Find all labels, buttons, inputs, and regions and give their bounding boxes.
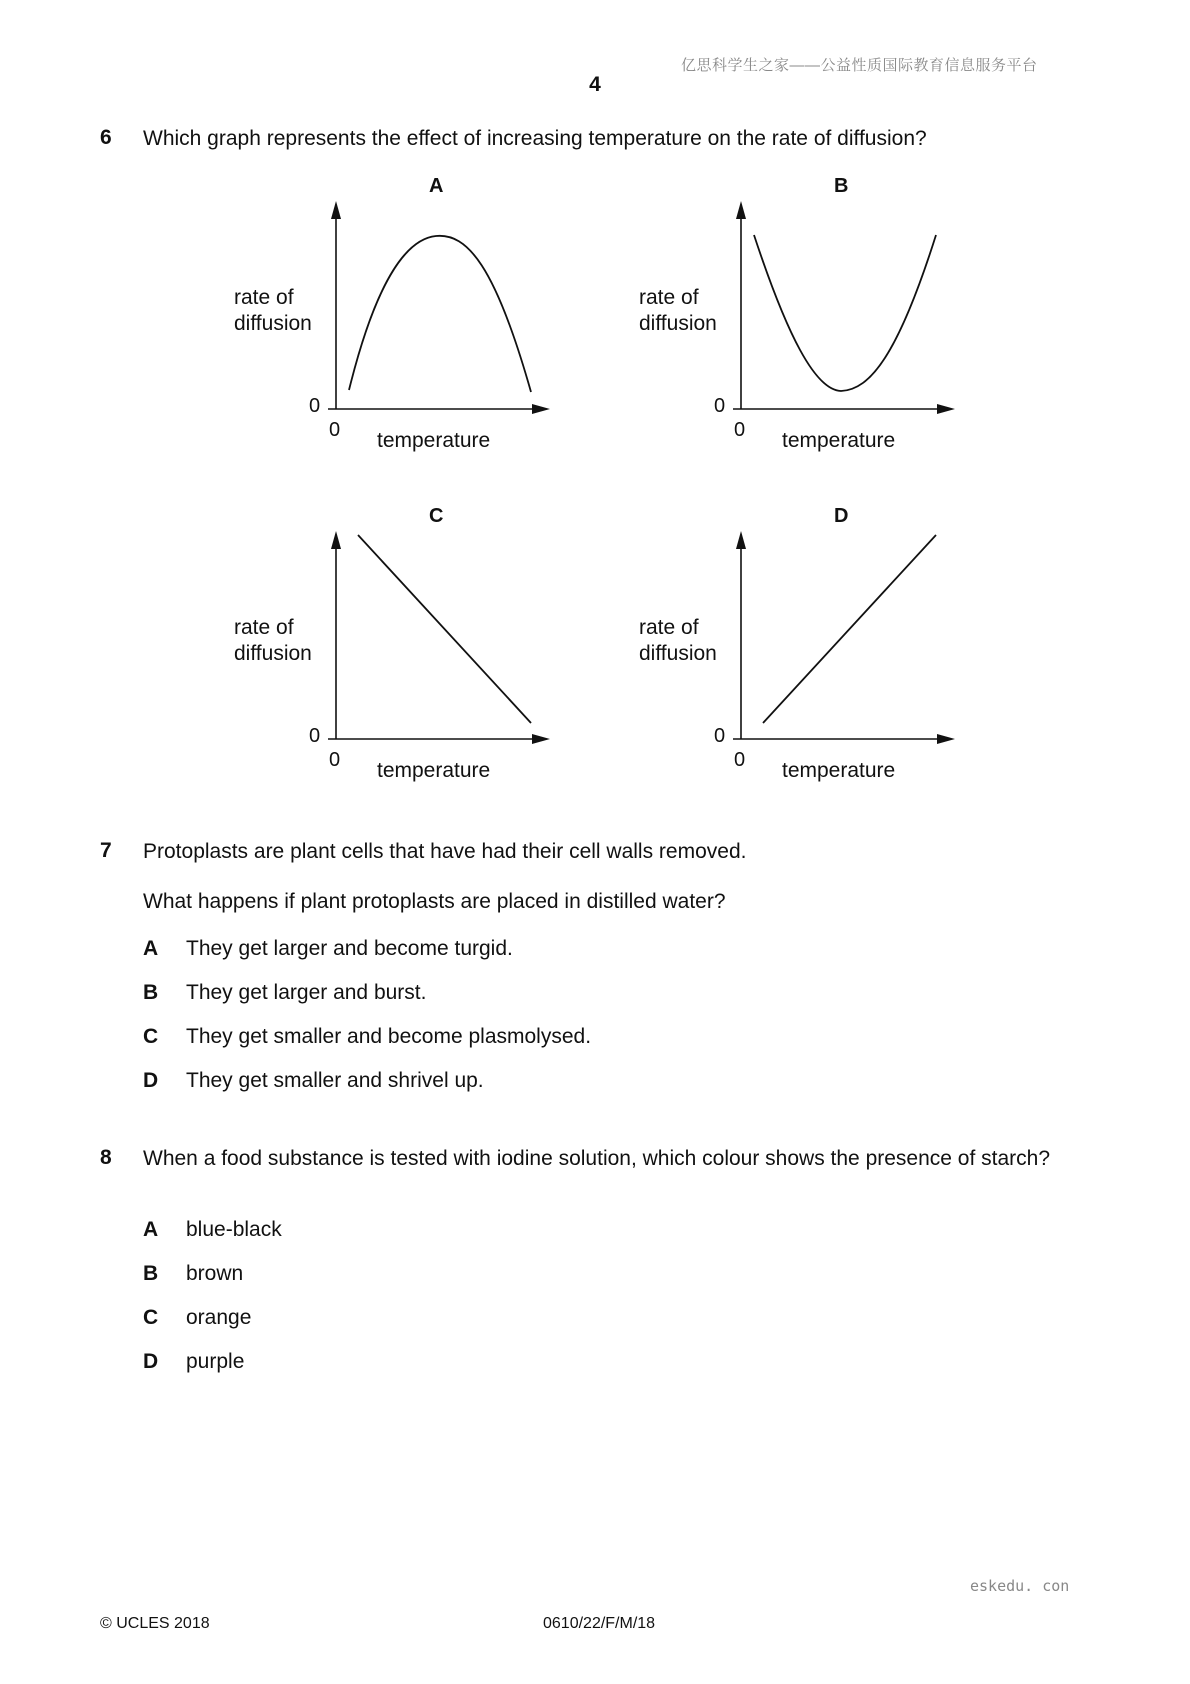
question-7-text: Protoplasts are plant cells that have had their cell walls removed. xyxy=(143,840,747,863)
graph-plot xyxy=(635,175,1055,475)
q7-option-a-letter: A xyxy=(143,937,159,960)
y-zero-label: 0 xyxy=(309,395,321,417)
curve xyxy=(763,535,936,723)
q7-option-c-letter: C xyxy=(143,1025,159,1048)
q8-option-d-text: purple xyxy=(186,1350,245,1373)
q8-option-a-letter: A xyxy=(143,1218,159,1241)
question-7-number: 7 xyxy=(100,839,112,862)
graph-b xyxy=(635,175,1055,475)
x-axis-label: temperature xyxy=(377,429,491,452)
curve xyxy=(754,235,936,391)
graph-letter: D xyxy=(834,505,849,527)
x-axis-arrow xyxy=(937,734,955,744)
question-8-text: When a food substance is tested with iodine solution, which colour shows the presence of starch? xyxy=(143,1147,1051,1170)
q8-option-b-letter: B xyxy=(143,1262,159,1285)
page-number: 4 xyxy=(589,73,601,96)
q7-option-a-text: They get larger and become turgid. xyxy=(186,937,513,960)
y-axis-label: rate of diffusion xyxy=(234,616,312,665)
header-watermark: 亿思科学生之家——公益性质国际教育信息服务平台 xyxy=(681,57,1038,74)
graph-plot xyxy=(230,505,650,805)
footer-watermark: eskedu. con xyxy=(970,1577,1070,1595)
curve xyxy=(349,236,531,392)
y-zero-label: 0 xyxy=(714,725,726,747)
x-axis-arrow xyxy=(937,404,955,414)
graph-letter: C xyxy=(429,505,444,527)
curve xyxy=(358,535,531,723)
graph-letter: A xyxy=(429,175,444,197)
question-7-question: What happens if plant protoplasts are placed in distilled water? xyxy=(143,890,726,913)
y-zero-label: 0 xyxy=(714,395,726,417)
graph-plot xyxy=(635,505,1055,805)
x-zero-label: 0 xyxy=(329,749,341,771)
q8-option-c-letter: C xyxy=(143,1306,159,1329)
y-axis-label: rate of diffusion xyxy=(639,616,717,665)
x-axis-label: temperature xyxy=(377,759,491,782)
graph-plot xyxy=(230,175,650,475)
y-zero-label: 0 xyxy=(309,725,321,747)
y-axis-arrow xyxy=(736,531,746,549)
q7-option-d-text: They get smaller and shrivel up. xyxy=(186,1069,484,1092)
x-zero-label: 0 xyxy=(734,419,746,441)
q8-option-a-text: blue-black xyxy=(186,1218,282,1241)
footer-copyright: © UCLES 2018 xyxy=(100,1615,210,1632)
y-axis-arrow xyxy=(736,201,746,219)
graph-a xyxy=(230,175,650,475)
x-zero-label: 0 xyxy=(734,749,746,771)
x-axis-arrow xyxy=(532,404,550,414)
q7-option-b-text: They get larger and burst. xyxy=(186,981,427,1004)
question-8-number: 8 xyxy=(100,1146,112,1169)
q8-option-c-text: orange xyxy=(186,1306,252,1329)
x-axis-arrow xyxy=(532,734,550,744)
graph-letter: B xyxy=(834,175,849,197)
graph-c xyxy=(230,505,650,805)
x-axis-label: temperature xyxy=(782,429,896,452)
x-zero-label: 0 xyxy=(329,419,341,441)
x-axis-label: temperature xyxy=(782,759,896,782)
graph-d xyxy=(635,505,1055,805)
q7-option-b-letter: B xyxy=(143,981,159,1004)
y-axis-arrow xyxy=(331,531,341,549)
question-6-number: 6 xyxy=(100,126,112,149)
q7-option-c-text: They get smaller and become plasmolysed. xyxy=(186,1025,592,1048)
question-6-text: Which graph represents the effect of increasing temperature on the rate of diffusion? xyxy=(143,127,927,150)
q7-option-d-letter: D xyxy=(143,1069,159,1092)
y-axis-arrow xyxy=(331,201,341,219)
y-axis-label: rate of diffusion xyxy=(234,286,312,335)
q8-option-d-letter: D xyxy=(143,1350,159,1373)
q8-option-b-text: brown xyxy=(186,1262,244,1285)
footer-code: 0610/22/F/M/18 xyxy=(543,1615,656,1632)
y-axis-label: rate of diffusion xyxy=(639,286,717,335)
